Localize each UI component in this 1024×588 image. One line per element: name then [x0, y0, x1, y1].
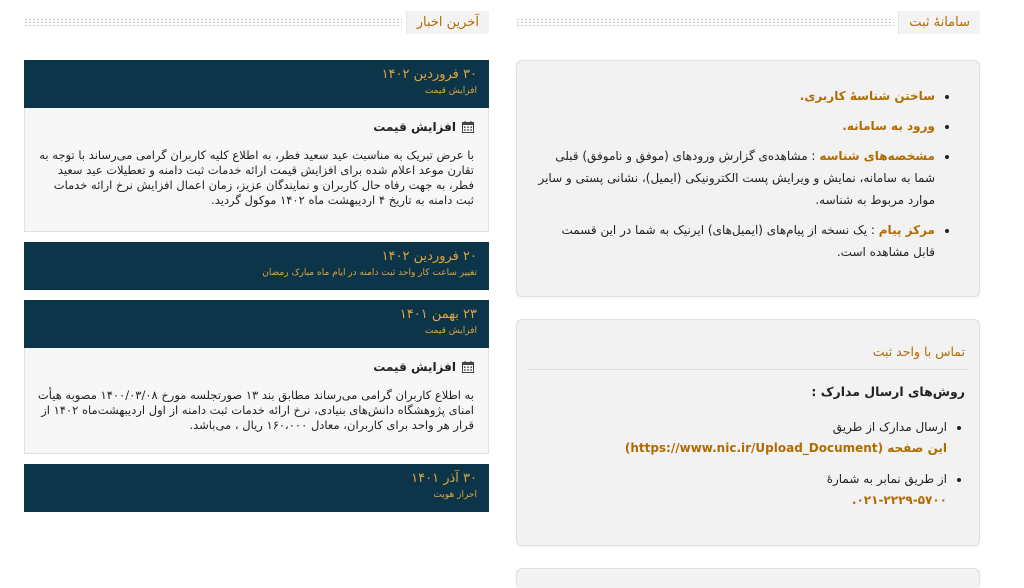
upload-link[interactable]: این صفحه (https://www.nic.ir/Upload_Document)	[624, 441, 947, 455]
news-date: ۲۰ فروردین ۱۴۰۲	[381, 249, 477, 264]
news-body-text: به اطلاع کاربران گرامی می‌رساند مطابق بند ۱۳ صورتجلسه مورخ ۱۴۰۰/۰۳/۰۸ مصوبه هیأت امنای پژوهشگاه دانش‌های بنیادی، نرخ ارائه خدمات ثبت دامنه از اول اردیبهشت‌ماه ۱۴۰۲ از قرار هر واحد برای کاربران، معادل ۱۶۰،۰۰۰ ریال ، می‌باشد.	[37, 388, 474, 432]
latest-news-section	[24, 10, 489, 522]
news-body-title	[37, 120, 474, 134]
list-item-login	[537, 115, 935, 137]
news-item	[24, 242, 489, 290]
news-item	[24, 60, 489, 232]
message-center-link[interactable]: مرکز پیام	[878, 223, 935, 237]
news-body	[24, 348, 489, 454]
news-body-title-text: افزایش قیمت	[373, 120, 456, 134]
registry-system-section	[516, 10, 980, 588]
news-date: ۳۰ فروردین ۱۴۰۲	[381, 67, 477, 82]
methods-title: روش‌های ارسال مدارک :	[811, 384, 965, 399]
upload-text: ارسال مدارک از طریق	[832, 420, 947, 434]
create-account-link[interactable]: ساختن شناسهٔ کاربری.	[799, 89, 935, 103]
dotted-divider	[516, 18, 894, 27]
news-item	[24, 464, 489, 512]
news-body-title-text: افزایش قیمت	[373, 360, 456, 374]
fax-number: ۰۲۱-۲۲۲۹-۵۷۰۰.	[851, 493, 947, 507]
news-body	[24, 108, 489, 232]
calendar-icon	[462, 121, 474, 133]
info-panel	[516, 60, 980, 297]
list-item-message-center	[537, 219, 935, 263]
news-body-text: با عرض تبریک به مناسبت عید سعید فطر، به اطلاع کلیه کاربران گرامی می‌رساند با توجه به تقارن موعد اعلام شده برای افزایش قیمت ارائه خدمات ثبت دامنه و تعطیلات عید سعید فطر، به جهت رفاه حال کاربران و نمایندگان عزیز، زمان اعمال افزایش نرخ ارائه خدمات ثبت دامنه به تاریخ ۴ اردیبهشت ماه ۱۴۰۲ موکول گردید.	[39, 148, 474, 207]
news-bar[interactable]	[24, 60, 489, 108]
news-item	[24, 300, 489, 454]
news-subtitle: افزایش قیمت	[424, 326, 477, 336]
news-bar[interactable]	[24, 300, 489, 348]
list-item-upload	[527, 417, 947, 459]
news-subtitle: تغییر ساعت کار واحد ثبت دامنه در ایام ماه مبارک رمضان	[262, 268, 477, 278]
news-bar[interactable]	[24, 464, 489, 512]
list-item-fax	[527, 469, 947, 511]
news-body-title	[37, 360, 474, 374]
message-center-text: : یک نسخه از پیام‌های (ایمیل‌های) ایرنیک به شما در این قسمت قابل مشاهده است.	[561, 223, 935, 259]
calendar-icon	[462, 361, 474, 373]
login-link[interactable]: ورود به سامانه.	[842, 119, 935, 133]
next-panel-edge	[516, 568, 980, 588]
fax-text: از طریق نمابر به شمارهٔ	[826, 472, 947, 486]
section-title: سامانهٔ ثبت	[898, 11, 980, 34]
dotted-divider	[24, 18, 402, 27]
contact-panel	[516, 319, 980, 546]
news-subtitle: احراز هویت	[433, 490, 477, 500]
contact-title: تماس با واحد ثبت	[527, 338, 969, 370]
section-header	[516, 10, 980, 34]
news-date: ۲۳ بهمن ۱۴۰۱	[399, 307, 477, 322]
list-item-create-account	[537, 85, 935, 107]
news-header	[24, 10, 489, 34]
news-date: ۳۰ آذر ۱۴۰۱	[411, 471, 477, 486]
news-subtitle: افزایش قیمت	[424, 86, 477, 96]
account-details-text: : مشاهده‌ی گزارش ورودهای (موفق و ناموفق) قبلی شما به سامانه، نمایش و ویرایش پست الکترونیکی (ایمیل)، نشانی پستی و سایر موارد مربوط به شناسه.	[538, 149, 935, 207]
news-bar[interactable]	[24, 242, 489, 290]
list-item-account-details	[537, 145, 935, 211]
account-details-link[interactable]: مشخصه‌های شناسه	[819, 149, 935, 163]
news-section-title: آخرین اخبار	[406, 11, 489, 34]
